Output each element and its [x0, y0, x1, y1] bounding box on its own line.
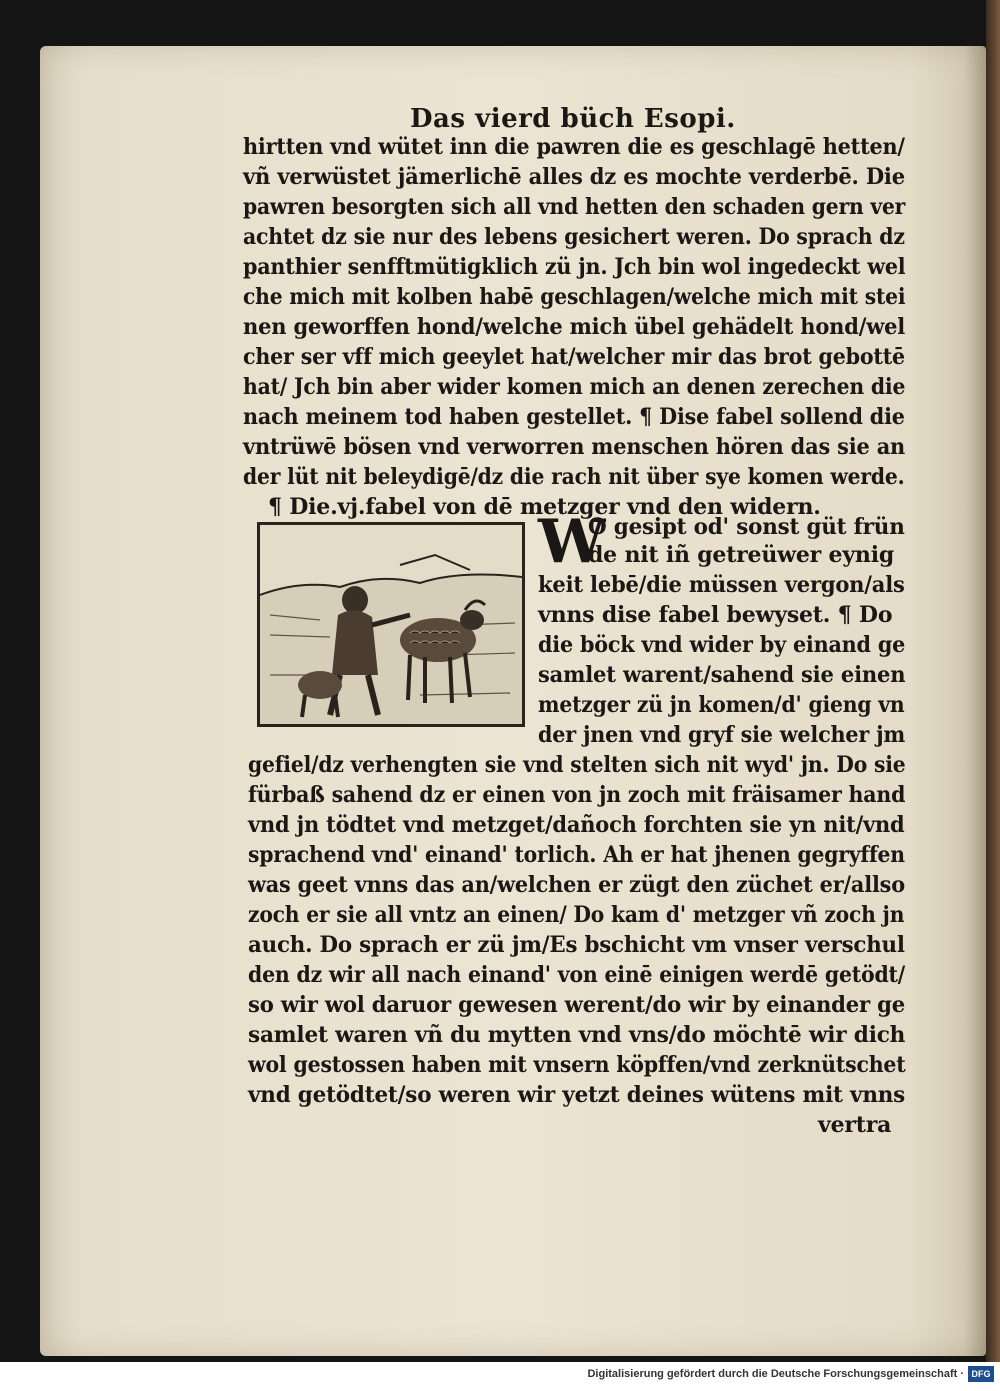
text-line: der jnen vnd gryf sie welcher jm [538, 722, 906, 748]
text-line: wol gestossen haben mit vnsern köpffen/vnd zerknütschet [248, 1052, 906, 1078]
text-line: auch. Do sprach er zü jm/Es bschicht vm vnser verschul [248, 932, 905, 958]
text-line: nach meinem tod haben gestellet. ¶ Dise fabel sollend die [243, 404, 905, 430]
text-line: cher ser vff mich geeylet hat/welcher mir das brot gebottē [243, 344, 905, 370]
text-line: keit lebē/die müssen vergon/als [538, 572, 905, 598]
text-line: che mich mit kolben habē geschlagen/welche mich mit stei [243, 284, 906, 310]
woodcut-illustration [257, 522, 525, 727]
text-line: den dz wir all nach einand' von einē einigen werdē getödt/ [248, 962, 906, 988]
text-line: de nit iñ getreüwer eynig [588, 542, 895, 568]
text-line: zoch er sie all vntz an einen/ Do kam d' metzger vñ zoch jn [248, 902, 905, 928]
text-line: die böck vnd wider by einand ge [538, 632, 906, 658]
chapter-heading: ¶ Die.vj.fabel von dē metzger vnd den widern. [268, 494, 821, 520]
text-line: sprachend vnd' einand' torlich. Ah er hat jhenen gegryffen [248, 842, 905, 868]
text-line: vntrüwē bösen vnd verworren menschen hören das sie an [243, 434, 906, 460]
text-line: samlet waren vñ du mytten vnd vns/do möchtē wir dich [248, 1022, 906, 1048]
text-line: O gesipt od' sonst güt frün [588, 514, 905, 540]
text-line: achtet dz sie nur des lebens gesichert weren. Do sprach dz [243, 224, 905, 250]
book-spine [986, 0, 1000, 1362]
text-line: nen geworffen hond/welche mich übel gehädelt hond/wel [243, 314, 906, 340]
text-line: was geet vnns das an/welchen er zügt den züchet er/allso [248, 872, 905, 898]
text-line: metzger zü jn komen/d' gieng vn [538, 692, 905, 718]
text-line: der lüt nit beleydigē/dz die rach nit über sye komen werde. [243, 464, 905, 490]
funding-credit: Digitalisierung gefördert durch die Deutsche Forschungsgemeinschaft · [587, 1368, 964, 1380]
text-line: fürbaß sahend dz er einen von jn zoch mit fräisamer hand [248, 782, 906, 808]
text-line: pawren besorgten sich all vnd hetten den schaden gern ver [243, 194, 906, 220]
woodcut-butcher-and-rams [260, 525, 522, 724]
text-line: hirtten vnd wütet inn die pawren die es geschlagē hetten/ [243, 134, 905, 160]
text-line: hat/ Jch bin aber wider komen mich an denen zerechen die [243, 374, 906, 400]
text-line: panthier senfftmütigklich zü jn. Jch bin wol ingedeckt wel [243, 254, 906, 280]
text-line: samlet warent/sahend sie einen [538, 662, 906, 688]
dfg-logo: DFG [968, 1366, 994, 1382]
text-line: gefiel/dz verhengten sie vnd stelten sich nit wyd' jn. Do sie [248, 752, 906, 778]
running-head: Das vierd büch Esopi. [410, 104, 736, 134]
initial-letter: W [538, 507, 606, 577]
footer-bar [0, 1362, 1000, 1391]
text-line: vnd getödtet/so weren wir yetzt deines wütens mit vnns [248, 1082, 906, 1108]
text-line: vñ verwüstet jämerlichē alles dz es mochte verderbē. Die [243, 164, 905, 190]
text-line: so wir wol daruor gewesen werent/do wir by einander ge [248, 992, 906, 1018]
text-line: vnd jn tödtet vnd metzget/dañoch forchten sie yn nit/vnd [248, 812, 905, 838]
text-line: vnns dise fabel bewyset. ¶ Do [538, 602, 893, 628]
catchword: vertra [818, 1112, 892, 1138]
